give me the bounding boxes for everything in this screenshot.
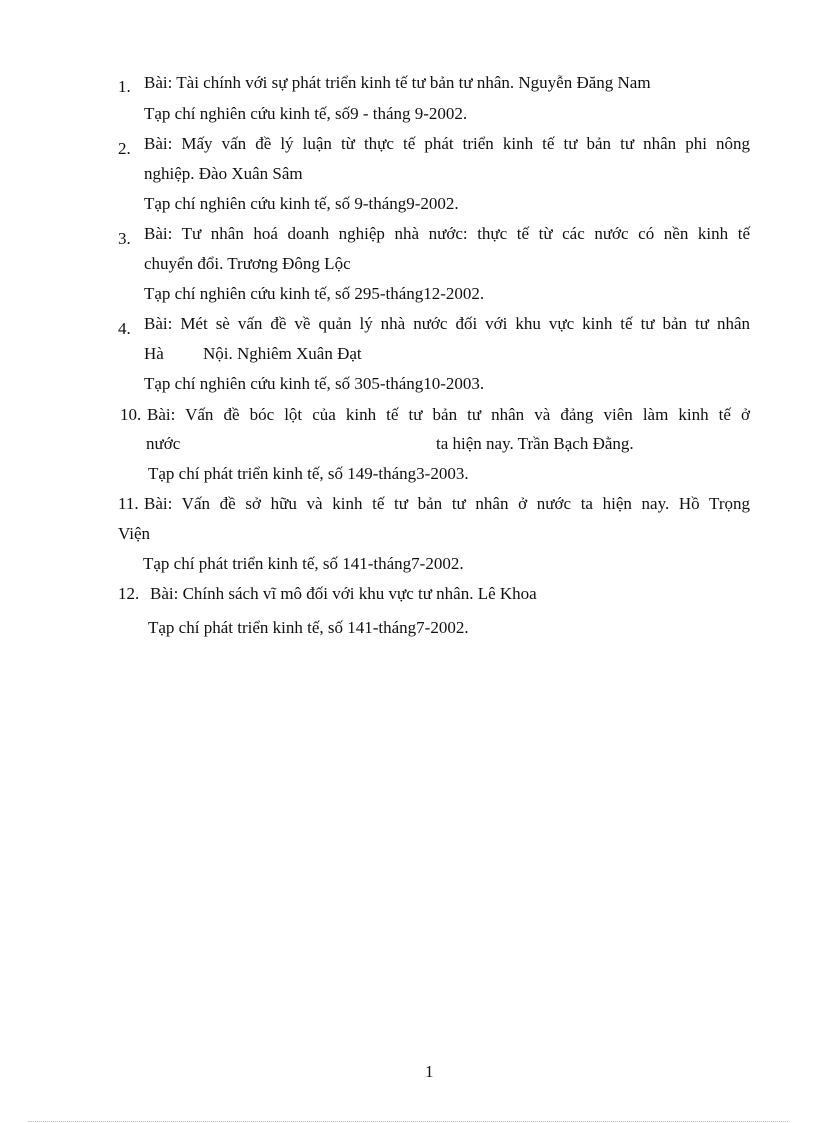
- ref-10-number: 10.: [120, 405, 142, 424]
- ref-1-source: Tạp chí nghiên cứu kinh tế, số9 - tháng 9-2002.: [144, 104, 468, 123]
- ref-4-title-line1: Bài: Mét sè vấn đề về quản lý nhà nước đối với khu vực kinh tế tư bản tư nhân: [144, 314, 750, 333]
- ref-11-title-line2: Viện: [118, 524, 151, 543]
- ref-10-title-line2b: ta hiện nay. Trần Bạch Đằng.: [436, 434, 634, 453]
- ref-4-title-line2b: Nội. Nghiêm Xuân Đạt: [203, 344, 362, 363]
- ref-1-number: 1.: [118, 77, 131, 96]
- page-number: 1: [425, 1062, 434, 1081]
- ref-3-number: 3.: [118, 229, 131, 248]
- ref-4-source: Tạp chí nghiên cứu kinh tế, số 305-tháng10-2003.: [144, 374, 485, 393]
- ref-4-title-line2a: Hà: [144, 344, 164, 363]
- ref-10-title-line1: Bài: Vấn đề bóc lột của kinh tế tư bản tư nhân và đảng viên làm kinh tế ở: [147, 405, 750, 424]
- ref-1-title: Bài: Tài chính với sự phát triển kinh tế tư bản tư nhân. Nguyễn Đăng Nam: [144, 73, 651, 92]
- ref-4-number: 4.: [118, 319, 131, 338]
- ref-12-source: Tạp chí phát triển kinh tế, số 141-tháng7-2002.: [148, 618, 469, 637]
- ref-11-number: 11.: [118, 494, 139, 513]
- ref-3-title-line1: Bài: Tư nhân hoá doanh nghiệp nhà nước: thực tế từ các nước có nền kinh tế: [144, 224, 750, 243]
- ref-2-source: Tạp chí nghiên cứu kinh tế, số 9-tháng9-2002.: [144, 194, 459, 213]
- footer-divider: [28, 1121, 788, 1122]
- ref-3-source: Tạp chí nghiên cứu kinh tế, số 295-tháng12-2002.: [144, 284, 485, 303]
- ref-3-title-line2: chuyển đổi. Trương Đông Lộc: [144, 254, 351, 273]
- ref-2-number: 2.: [118, 139, 131, 158]
- ref-10-title-line2a: nước: [146, 434, 181, 453]
- ref-2-title-line2: nghiệp. Đào Xuân Sâm: [144, 164, 303, 183]
- ref-2-title-line1: Bài: Mấy vấn đề lý luận từ thực tế phát triển kinh tế tư bản tư nhân phi nông: [144, 134, 750, 153]
- ref-10-source: Tạp chí phát triển kinh tế, số 149-tháng3-2003.: [148, 464, 469, 483]
- ref-11-title-line1: Bài: Vấn đề sở hữu và kinh tế tư bản tư nhân ở nước ta hiện nay. Hồ Trọng: [144, 494, 750, 513]
- ref-12-number: 12.: [118, 584, 140, 603]
- ref-11-source: Tạp chí phát triển kinh tế, số 141-tháng7-2002.: [143, 554, 464, 573]
- ref-12-title: Bài: Chính sách vĩ mô đối với khu vực tư nhân. Lê Khoa: [150, 584, 537, 603]
